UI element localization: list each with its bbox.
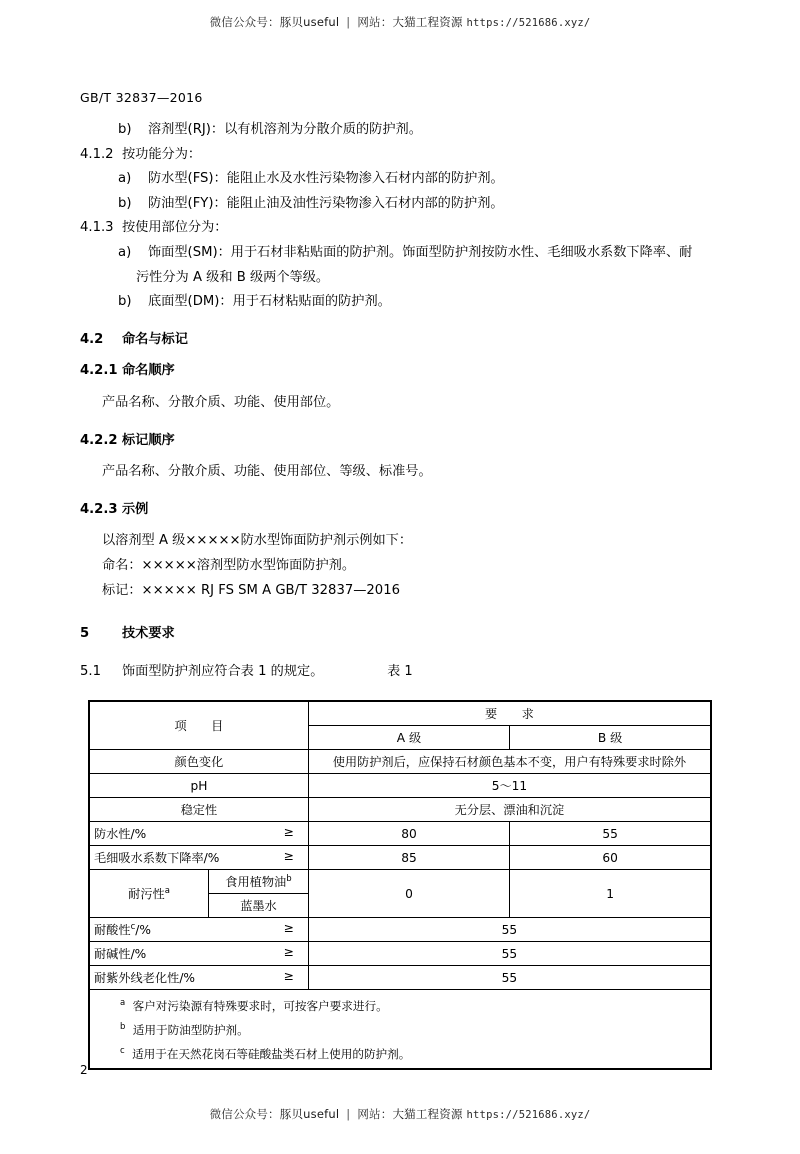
row-sublabel-blue-ink: 蓝墨水 [209,894,309,918]
row-value-stability: 无分层、漂油和沉淀 [308,798,711,822]
footnote-a [94,993,706,1017]
row-label-ph: pH [89,774,308,798]
clause-4-1-2-text: 按功能分为： [122,146,202,162]
row-geq-alkali-resistance: ≥ [283,945,294,959]
header-grade-b: B 级 [510,726,711,750]
row-label-acid-resistance-sup: c [130,921,136,932]
row-label-stain-resistance-sup: a [164,885,170,896]
clause-4-1-1-b [118,118,720,143]
row-label-water-resistance [89,822,308,846]
footnote-a-text: 客户对污染源有特殊要求时，可按客户要求进行。 [132,998,388,1013]
row-label-acid-resistance-text: 耐酸性 [94,923,131,937]
clause-4-1-3-b [118,290,720,315]
row-geq-uv-aging: ≥ [283,969,294,983]
table-footnotes [89,990,711,1069]
watermark-bottom-site-url: https://521686.xyz/ [466,1109,591,1121]
row-label-uv-aging-unit: /% [179,971,195,985]
row-value-stain-a: 0 [308,870,509,918]
row-label-alkali-resistance-unit: /% [130,947,147,961]
watermark-site-label: 网站： [357,15,393,29]
clause-4-1-3 [80,216,720,241]
example-line-2: 命名：×××××溶剂型防水型饰面防护剂。 [102,557,356,573]
heading-4-2-3-number: 4.2.3 [80,501,118,517]
list-marker-a2: a) [118,244,132,260]
footnote-b-text: 适用于防油型防护剂。 [132,1022,249,1037]
row-label-stability: 稳定性 [89,798,308,822]
standard-number: GB/T 32837—2016 [80,90,203,105]
row-value-color-change: 使用防护剂后，应保持石材颜色基本不变，用户有特殊要求时除外 [308,750,711,774]
watermark-wechat-label: 微信公众号： [209,15,280,29]
row-sublabel-edible-oil-sup: b [286,873,292,884]
row-value-acid-resistance: 55 [308,918,711,942]
table-footnotes-row [89,990,711,1069]
footnote-c-mark: c [120,1045,125,1056]
watermark-wechat-value: 豚贝useful [279,15,340,29]
clause-4-1-3-text: 按使用部位分为： [122,220,228,236]
heading-4-2-title: 命名与标记 [122,331,188,347]
clause-4-1-3-a-text: 饰面型(SM)：用于石材非粘贴面的防护剂。饰面型防护剂按防水性、毛细吸水系数下降率、耐 [148,244,693,260]
heading-4-2-1-title: 命名顺序 [122,363,175,379]
text-4-2-2: 产品名称、分散介质、功能、使用部位、等级、标准号。 [102,464,432,480]
watermark-bottom-separator: | [346,1107,351,1121]
heading-4-2 [80,328,720,353]
clause-4-1-3-number: 4.1.3 [80,220,114,236]
clause-4-1-3-b-text: 底面型(DM)：用于石材粘贴面的防护剂。 [148,294,391,310]
row-label-water-resistance-text: 防水性/% [94,827,147,841]
footnote-a-mark: a [120,998,126,1008]
watermark-top [0,14,800,30]
table-row-color-change [89,750,711,774]
requirements-table [88,700,712,1070]
clause-4-1-2 [80,143,720,168]
table-row-capillary [89,846,711,870]
row-value-capillary-a: 85 [308,846,509,870]
heading-4-2-1 [80,359,720,384]
footnote-b-mark: b [120,1021,126,1032]
header-item: 项 目 [89,701,308,750]
list-marker-b2: b) [118,195,132,211]
row-geq-water-resistance: ≥ [283,825,294,839]
watermark-bottom [0,1106,800,1122]
footnote-c-text: 适用于在天然花岗石等硅酸盐类石材上使用的防护剂。 [132,1046,411,1061]
table-caption: 表 1 [387,664,413,679]
row-value-stain-b-text: 1 [606,887,614,902]
row-value-stain-b [510,870,711,918]
clause-4-1-2-a-text: 防水型(FS)：能阻止水及水性污染物渗入石材内部的防护剂。 [148,171,504,187]
clause-4-1-3-a [118,241,720,266]
clause-4-1-3-a-cont-text: 污性分为 A 级和 B 级两个等级。 [136,269,330,285]
watermark-bottom-site-value: 大猫工程资源 [392,1107,463,1121]
row-label-stain-resistance-text: 耐污性 [128,887,165,901]
row-label-uv-aging-text: 耐紫外线老化性 [94,971,180,985]
row-label-acid-resistance-unit: /% [135,923,151,937]
watermark-bottom-wechat-value: 豚贝useful [279,1107,340,1121]
table-row-alkali-resistance [89,942,711,966]
text-4-2-1: 产品名称、分散介质、功能、使用部位。 [102,394,340,410]
footnote-b [94,1017,706,1041]
table-row-water-resistance [89,822,711,846]
heading-4-2-2-number: 4.2.2 [80,432,118,448]
watermark-site-url: https://521686.xyz/ [466,17,591,29]
heading-4-2-3 [80,498,720,523]
table-row-ph [89,774,711,798]
clause-4-1-2-a [118,167,720,192]
row-label-alkali-resistance-text: 耐碱性 [94,947,131,961]
footnote-c [94,1041,706,1065]
list-marker-a: a) [118,171,132,187]
row-sublabel-edible-oil-text: 食用植物油 [225,875,287,889]
table-row-stain-oil [89,870,711,894]
row-label-alkali-resistance [89,942,308,966]
header-grade-a: A 级 [308,726,509,750]
row-value-water-resistance-b: 55 [510,822,711,846]
document-body [80,118,720,684]
clause-4-1-3-a-cont [136,266,720,291]
row-value-uv-aging: 55 [308,966,711,990]
row-value-alkali-resistance: 55 [308,942,711,966]
row-label-capillary [89,846,308,870]
row-label-uv-aging [89,966,308,990]
table-header-row-1 [89,701,711,726]
heading-5-title: 技术要求 [122,626,175,642]
heading-4-2-number: 4.2 [80,331,104,347]
example-line-3: 标记：××××× RJ FS SM A GB/T 32837—2016 [102,582,400,598]
heading-5 [80,622,720,647]
watermark-bottom-wechat-label: 微信公众号： [209,1107,280,1121]
watermark-bottom-site-label: 网站： [357,1107,393,1121]
row-label-capillary-text: 毛细吸水系数下降率/% [94,851,220,865]
row-value-capillary-b: 60 [510,846,711,870]
row-label-color-change: 颜色变化 [89,750,308,774]
clause-4-1-2-b-text: 防油型(FY)：能阻止油及油性污染物渗入石材内部的防护剂。 [148,195,504,211]
list-marker-b: b) [118,122,132,137]
row-label-stain-resistance [89,870,209,918]
row-value-ph: 5～11 [308,774,711,798]
header-requirements: 要 求 [308,701,711,726]
clause-4-1-2-number: 4.1.2 [80,146,114,162]
clause-5-1-number: 5.1 [80,663,101,679]
example-line-1: 以溶剂型 A 级×××××防水型饰面防护剂示例如下： [102,533,413,549]
row-sublabel-edible-oil [209,870,309,894]
page-number: 2 [80,1063,88,1077]
clause-4-1-2-b [118,192,720,217]
heading-4-2-1-number: 4.2.1 [80,363,118,379]
heading-5-number: 5 [80,626,90,642]
row-geq-capillary: ≥ [283,849,294,863]
row-value-water-resistance-a: 80 [308,822,509,846]
heading-4-2-3-title: 示例 [122,501,149,517]
clause-4-1-1-b-text: 溶剂型(RJ)：以有机溶剂为分散介质的防护剂。 [148,122,422,137]
heading-4-2-2 [80,429,720,454]
list-marker-b3: b) [118,294,132,310]
table-row-uv-aging [89,966,711,990]
row-geq-acid-resistance: ≥ [283,921,294,935]
table-row-stability [89,798,711,822]
clause-5-1-text: 饰面型防护剂应符合表 1 的规定。 [122,663,324,679]
watermark-separator: | [346,15,351,29]
table-row-acid-resistance [89,918,711,942]
heading-4-2-2-title: 标记顺序 [122,432,175,448]
watermark-site-value: 大猫工程资源 [392,15,463,29]
row-label-acid-resistance [89,918,308,942]
